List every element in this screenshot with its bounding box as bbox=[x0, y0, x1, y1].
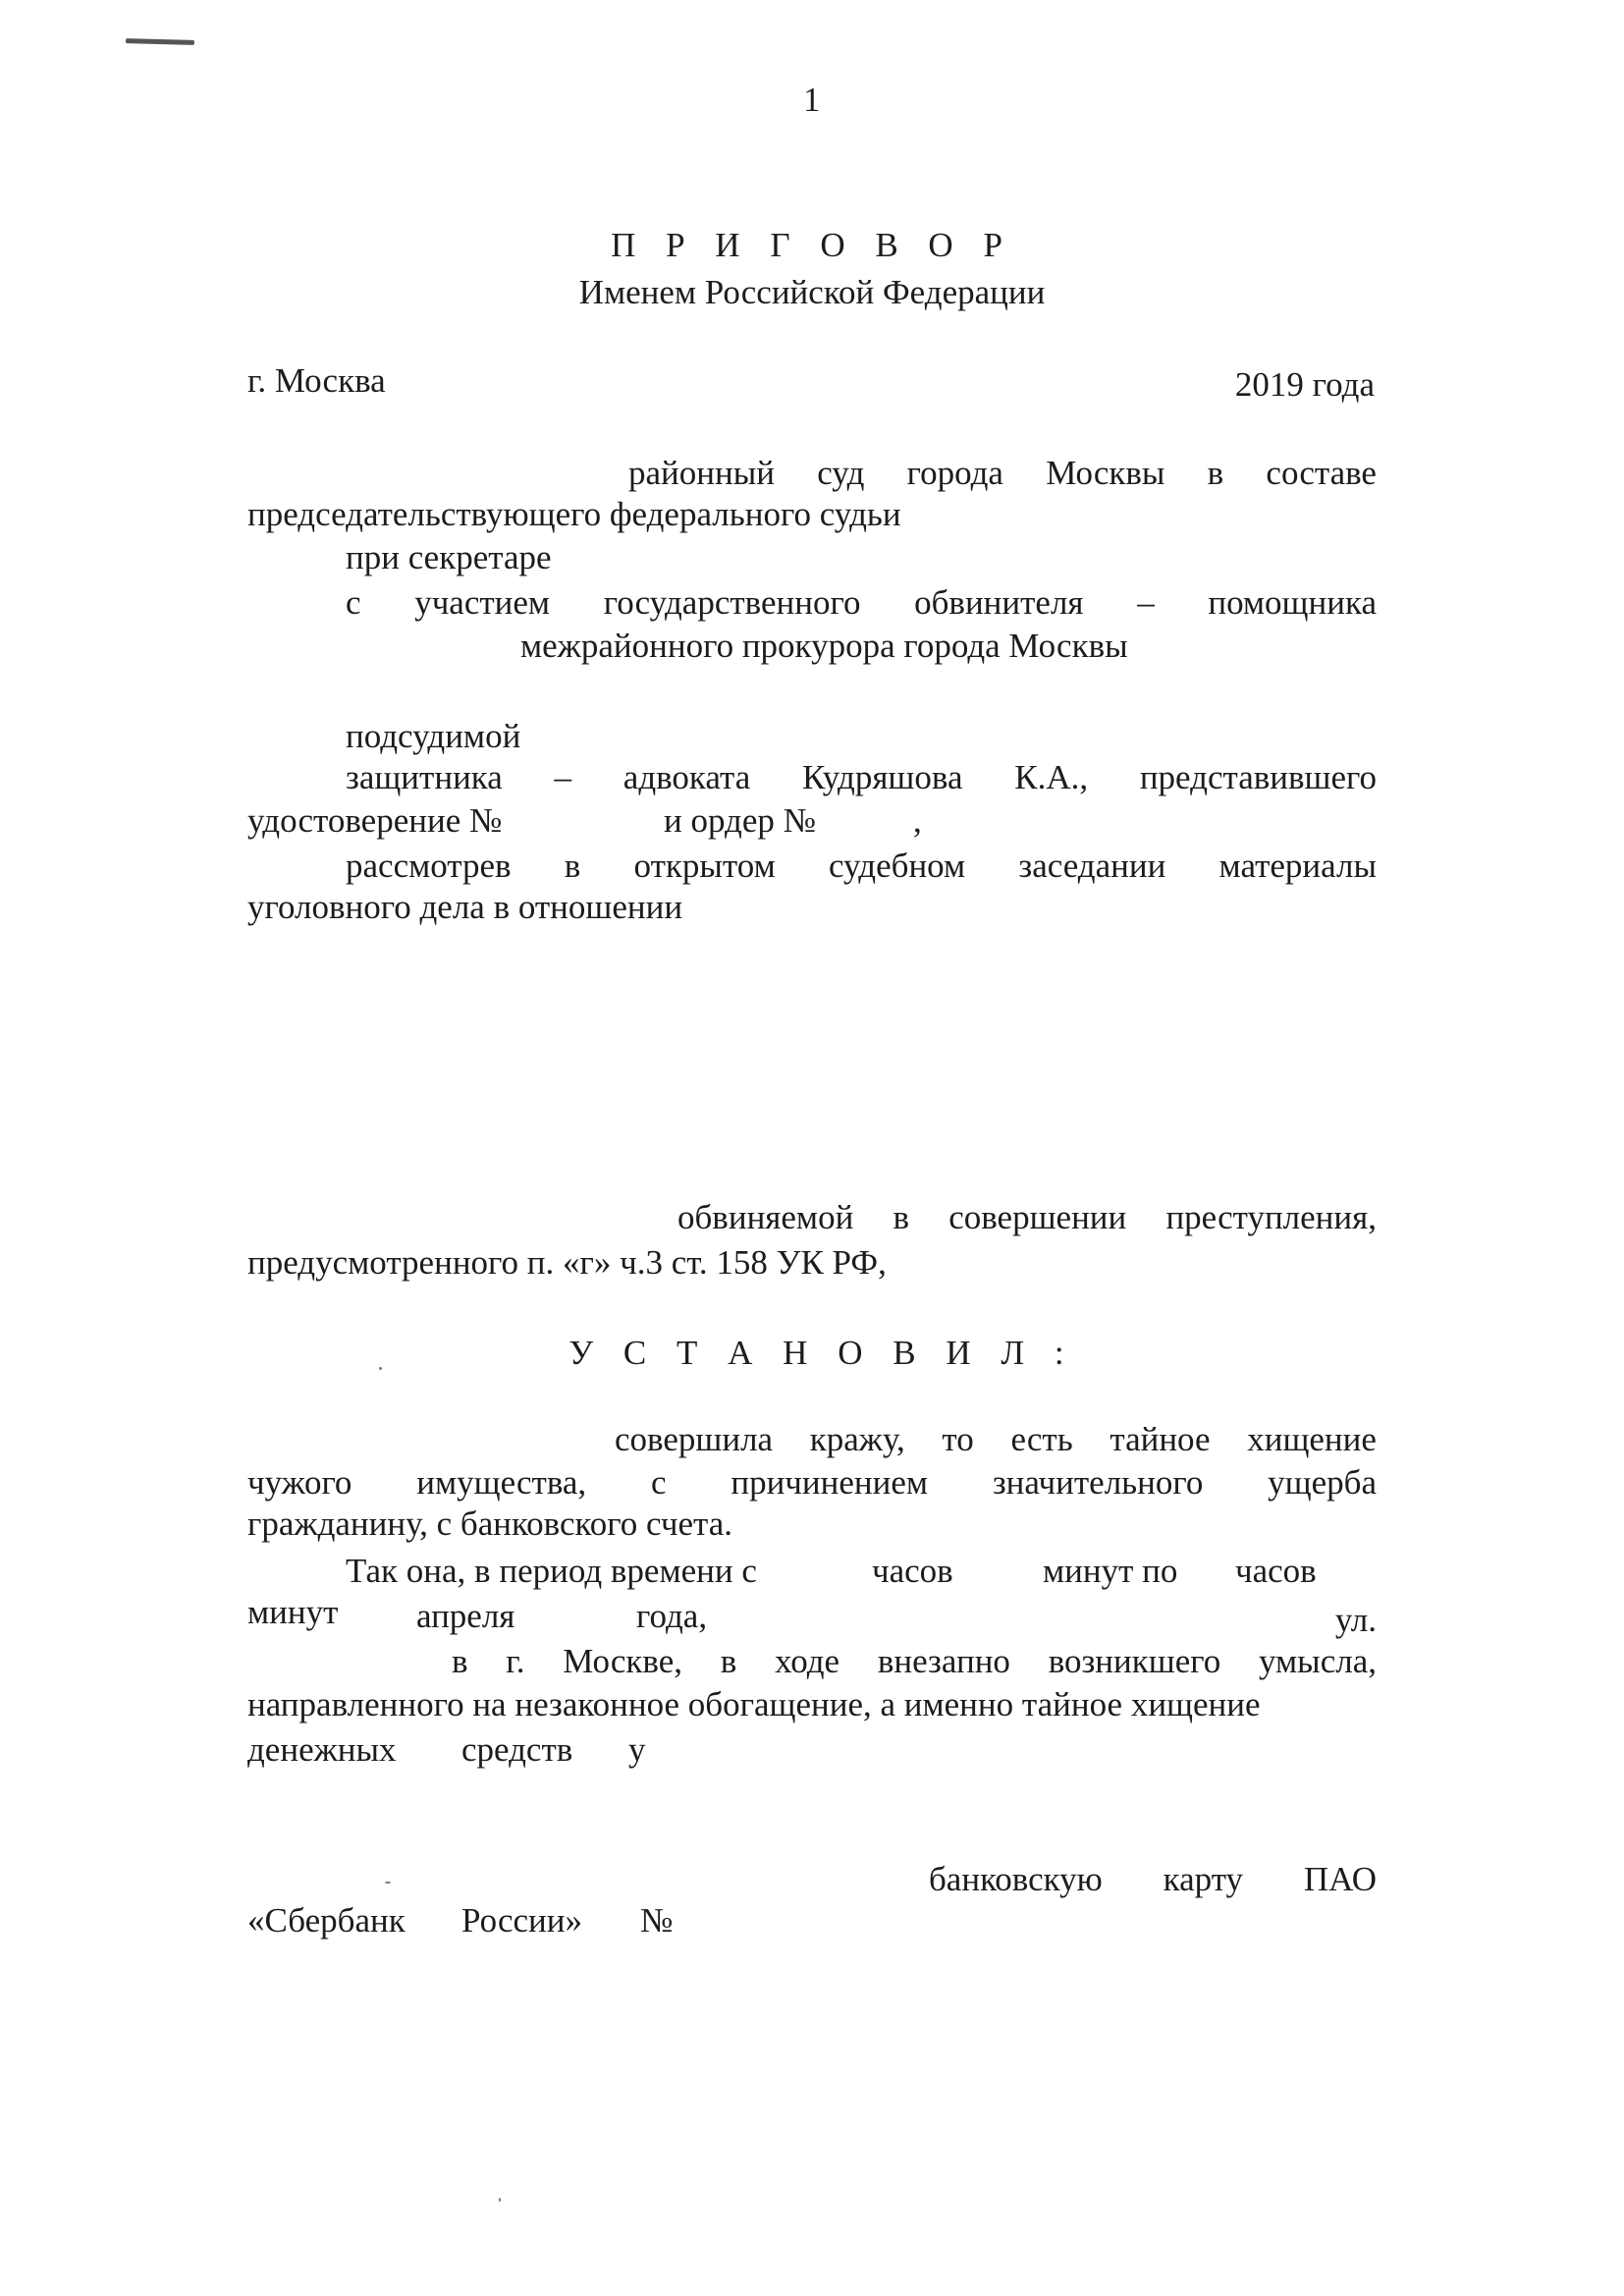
word: суд bbox=[817, 454, 865, 492]
word: причинением bbox=[731, 1463, 929, 1502]
review-line-2: уголовного дела в отношении bbox=[247, 888, 683, 926]
word: в bbox=[893, 1198, 910, 1236]
word: совершила bbox=[615, 1420, 774, 1458]
document-subtitle: Именем Российской Федерации bbox=[578, 273, 1046, 311]
word: в bbox=[564, 847, 581, 885]
word: г. bbox=[506, 1642, 525, 1680]
verdict-date: 2019 года bbox=[1234, 365, 1375, 404]
word: обвинителя bbox=[914, 583, 1084, 622]
prosecutor-line-2: межрайонного прокурора города Москвы bbox=[520, 627, 1128, 665]
episode-line-1-start: Так она, в период времени с bbox=[346, 1552, 757, 1590]
word: с bbox=[650, 1463, 667, 1502]
word: участием bbox=[414, 583, 551, 622]
word: хищение bbox=[1247, 1420, 1377, 1458]
word: то bbox=[942, 1420, 974, 1458]
word: районный bbox=[628, 454, 775, 492]
word: значительного bbox=[992, 1463, 1204, 1502]
secretary-line: при секретаре bbox=[346, 538, 552, 576]
established-line-1 bbox=[615, 1420, 1377, 1459]
word: тайное bbox=[1110, 1420, 1211, 1458]
episode-minutes-to: минут по bbox=[1043, 1552, 1178, 1590]
word: умысла, bbox=[1259, 1642, 1377, 1680]
accused-line-1 bbox=[677, 1198, 1377, 1237]
defender-warrant: и ордер № bbox=[664, 801, 817, 840]
word: ходе bbox=[775, 1642, 840, 1680]
word: – bbox=[554, 758, 572, 796]
defender-certificate: удостоверение № bbox=[247, 801, 503, 840]
defendant-label: подсудимой bbox=[346, 717, 521, 755]
word: Москвы bbox=[1046, 454, 1165, 492]
episode-street: ул. bbox=[1334, 1601, 1377, 1639]
scan-speck bbox=[499, 2198, 501, 2202]
word: – bbox=[1137, 583, 1155, 622]
word: ущерба bbox=[1268, 1463, 1377, 1502]
word: государственного bbox=[603, 583, 861, 622]
established-line-3: гражданину, с банковского счета. bbox=[247, 1504, 732, 1543]
word: обвиняемой bbox=[677, 1198, 854, 1236]
word: представившего bbox=[1139, 758, 1377, 796]
word: открытом bbox=[633, 847, 776, 885]
page-number: 1 bbox=[803, 81, 821, 119]
word: имущества, bbox=[416, 1463, 587, 1502]
word: адвоката bbox=[623, 758, 751, 796]
document-title: П Р И Г О В О Р bbox=[611, 226, 1013, 264]
episode-line-3 bbox=[452, 1642, 1377, 1681]
word: составе bbox=[1266, 454, 1377, 492]
word: в bbox=[720, 1642, 737, 1680]
word: внезапно bbox=[877, 1642, 1010, 1680]
word: Москве, bbox=[563, 1642, 682, 1680]
scan-speck bbox=[385, 1882, 391, 1884]
word: в bbox=[1207, 454, 1224, 492]
scan-speck bbox=[379, 1367, 382, 1370]
word: ПАО bbox=[1303, 1860, 1377, 1898]
word: города bbox=[906, 454, 1003, 492]
word: банковскую bbox=[929, 1860, 1103, 1898]
word: преступления, bbox=[1165, 1198, 1377, 1236]
word: Кудряшова bbox=[802, 758, 963, 796]
episode-from: у bbox=[628, 1730, 646, 1769]
episode-year: года, bbox=[636, 1597, 708, 1635]
word: кражу, bbox=[809, 1420, 905, 1458]
episode-money: денежных bbox=[247, 1730, 397, 1769]
city: г. Москва bbox=[247, 361, 386, 400]
word: возникшего bbox=[1048, 1642, 1221, 1680]
defender-comma: , bbox=[913, 801, 922, 840]
court-line-1 bbox=[628, 454, 1377, 493]
episode-hours-1: часов bbox=[872, 1552, 953, 1590]
word: есть bbox=[1010, 1420, 1073, 1458]
word: в bbox=[452, 1642, 468, 1680]
word: рассмотрев bbox=[346, 847, 512, 885]
defender-line-1 bbox=[346, 758, 1377, 797]
card-bank: «Сбербанк bbox=[247, 1901, 406, 1940]
word: помощника bbox=[1208, 583, 1377, 622]
episode-hours-2: часов bbox=[1235, 1552, 1317, 1590]
word: карту bbox=[1163, 1860, 1244, 1898]
episode-minutes: минут bbox=[247, 1593, 339, 1631]
word: судебном bbox=[828, 847, 966, 885]
card-russia: России» bbox=[461, 1901, 582, 1940]
card-number-sign: № bbox=[640, 1901, 674, 1940]
episode-line-4: направленного на незаконное обогащение, а именно тайное хищение bbox=[247, 1685, 1261, 1723]
word: совершении bbox=[948, 1198, 1127, 1236]
word: К.А., bbox=[1014, 758, 1089, 796]
court-line-2: председательствующего федерального судьи bbox=[247, 495, 901, 533]
section-title: У С Т А Н О В И Л : bbox=[568, 1334, 1075, 1372]
prosecutor-line-1 bbox=[346, 583, 1377, 623]
card-line-1 bbox=[929, 1860, 1377, 1899]
word: заседании bbox=[1018, 847, 1166, 885]
episode-funds: средств bbox=[461, 1730, 573, 1769]
word: чужого bbox=[247, 1463, 352, 1502]
word: с bbox=[346, 583, 361, 622]
established-line-2 bbox=[247, 1463, 1377, 1503]
episode-month: апреля bbox=[416, 1597, 515, 1635]
accused-line-2: предусмотренного п. «г» ч.3 ст. 158 УК РФ, bbox=[247, 1243, 887, 1282]
review-line-1 bbox=[346, 847, 1377, 886]
word: материалы bbox=[1218, 847, 1377, 885]
scan-mark bbox=[126, 38, 194, 45]
word: защитника bbox=[346, 758, 503, 796]
